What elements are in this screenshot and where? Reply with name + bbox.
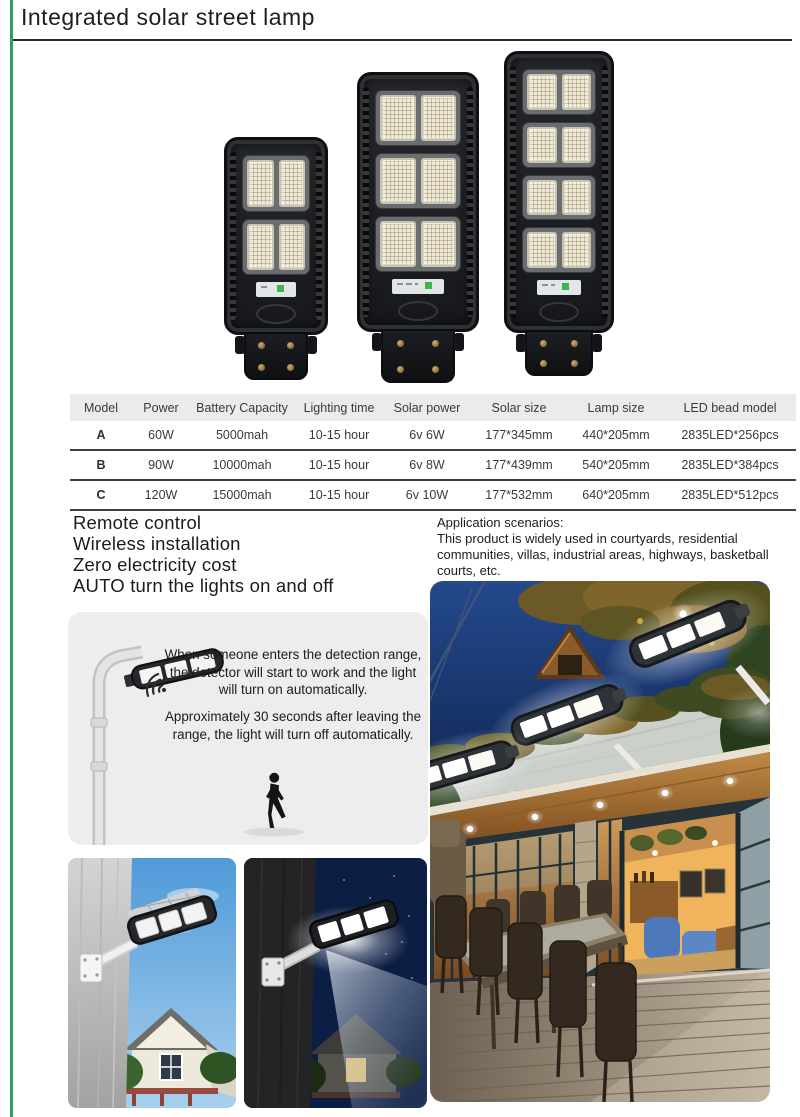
- spec-table-head-row: [70, 394, 796, 421]
- led-panel: [279, 160, 306, 207]
- page-title: Integrated solar street lamp: [21, 4, 315, 30]
- feature-line: AUTO turn the lights on and off: [73, 575, 334, 597]
- day-install-scene: [68, 858, 236, 1108]
- lamp-body: [357, 72, 479, 332]
- led-panel: [421, 221, 457, 267]
- led-panel: [380, 158, 416, 204]
- table-cell: 90W: [132, 450, 190, 480]
- table-cell: 6v 8W: [384, 450, 470, 480]
- product-photo-day: [68, 858, 236, 1108]
- application-photo-restaurant: [430, 581, 770, 1102]
- lamp-body: [224, 137, 328, 335]
- spec-table-body: [70, 421, 796, 510]
- table-cell: 10-15 hour: [294, 450, 384, 480]
- feature-line: Wireless installation: [73, 533, 241, 555]
- bracket-screw: [540, 340, 547, 347]
- spec-column-header: Solar size: [470, 394, 568, 421]
- led-panel: [527, 127, 557, 163]
- spec-column-header: LED bead model: [664, 394, 796, 421]
- application-heading: Application scenarios:: [437, 515, 564, 530]
- led-panel: [527, 180, 557, 216]
- feature-line: Remote control: [73, 512, 202, 533]
- sensor-ring: [539, 302, 579, 322]
- bracket-screw: [287, 342, 294, 349]
- table-cell: 177*345mm: [470, 421, 568, 450]
- bracket-screw: [258, 342, 265, 349]
- spec-column-header: Solar power: [384, 394, 470, 421]
- lamp-label: [392, 279, 444, 294]
- led-panel: [527, 232, 557, 268]
- concrete-wall: [68, 858, 132, 1108]
- table-cell: 5000mah: [190, 421, 294, 450]
- person-shadow: [244, 828, 304, 837]
- table-cell: 10000mah: [190, 450, 294, 480]
- led-panel-section: [522, 69, 596, 115]
- application-body: This product is widely used in courtyards, residential communities, villas, industrial areas, highways, basketball courts, etc.: [437, 530, 769, 578]
- table-cell: 2835LED*384pcs: [664, 450, 796, 480]
- lamp-label: [256, 282, 297, 297]
- sensor-ring: [256, 304, 296, 324]
- led-panel-section: [375, 216, 461, 272]
- table-row: [70, 480, 796, 510]
- product-image-model-c: [504, 51, 614, 376]
- table-row: [70, 450, 796, 480]
- bracket-screw: [432, 340, 439, 347]
- led-panel: [562, 74, 592, 110]
- led-panel: [421, 158, 457, 204]
- spec-column-header: Lighting time: [294, 394, 384, 421]
- night-install-scene: [244, 858, 427, 1108]
- right-window: [738, 797, 770, 969]
- led-panel: [380, 95, 416, 141]
- table-cell: 2835LED*256pcs: [664, 421, 796, 450]
- bracket-screw: [397, 366, 404, 373]
- led-panel: [421, 95, 457, 141]
- spec-column-header: Battery Capacity: [190, 394, 294, 421]
- lamp-mount-bracket: [525, 330, 593, 376]
- table-cell: 6v 6W: [384, 421, 470, 450]
- table-cell: 6v 10W: [384, 480, 470, 510]
- lamp-mount-bracket: [244, 332, 308, 380]
- table-cell: 120W: [132, 480, 190, 510]
- table-cell: 540*205mm: [568, 450, 664, 480]
- led-panel: [562, 180, 592, 216]
- left-accent-line: [10, 0, 13, 1117]
- product-image-model-b: [357, 72, 479, 383]
- table-row: [70, 421, 796, 450]
- restaurant-scene: [430, 581, 770, 1102]
- table-cell: 177*439mm: [470, 450, 568, 480]
- lamp-body: [504, 51, 614, 333]
- table-cell: 440*205mm: [568, 421, 664, 450]
- bracket-screw: [540, 360, 547, 367]
- bracket-screw: [571, 360, 578, 367]
- bracket-screw: [258, 364, 265, 371]
- features-list: [73, 512, 334, 596]
- spec-table: [70, 394, 796, 511]
- detection-illustration-card: [68, 612, 428, 845]
- table-cell: 640*205mm: [568, 480, 664, 510]
- led-panel: [562, 232, 592, 268]
- spec-column-header: Power: [132, 394, 190, 421]
- table-cell: 177*532mm: [470, 480, 568, 510]
- table-cell: 2835LED*512pcs: [664, 480, 796, 510]
- bracket-screw: [287, 364, 294, 371]
- table-cell: 10-15 hour: [294, 421, 384, 450]
- walking-person-icon: [266, 773, 285, 828]
- open-interior: [622, 813, 738, 977]
- led-panel-section: [375, 153, 461, 209]
- feature-line: Zero electricity cost: [73, 554, 237, 576]
- table-cell: B: [70, 450, 132, 480]
- led-panel-section: [375, 90, 461, 146]
- detection-paragraph-2: Approximately 30 seconds after leaving the range, the light will turn off automatically.: [164, 709, 422, 742]
- table-cell: A: [70, 421, 132, 450]
- detection-text: [160, 646, 426, 752]
- indicator-dot: [562, 283, 569, 290]
- led-panel: [279, 224, 306, 271]
- led-panel-section: [242, 155, 310, 212]
- table-cell: C: [70, 480, 132, 510]
- indicator-dot: [425, 282, 432, 289]
- table-cell: 15000mah: [190, 480, 294, 510]
- spec-column-header: Lamp size: [568, 394, 664, 421]
- bracket-screw: [432, 366, 439, 373]
- lamp-mount-bracket: [381, 329, 456, 383]
- led-panel: [247, 160, 274, 207]
- indicator-dot: [277, 285, 284, 292]
- led-panel-section: [522, 175, 596, 221]
- product-image-model-a: [224, 137, 328, 380]
- led-panel-section: [242, 219, 310, 276]
- led-panel: [527, 74, 557, 110]
- sensor-ring: [398, 301, 438, 321]
- led-panel: [380, 221, 416, 267]
- led-panel: [247, 224, 274, 271]
- led-panel: [562, 127, 592, 163]
- led-panel-section: [522, 227, 596, 273]
- detection-paragraph-1: When someone enters the detection range, the detector will start to work and the light will turn on automatically.: [164, 647, 422, 698]
- product-photo-night: [244, 858, 427, 1108]
- table-cell: 60W: [132, 421, 190, 450]
- table-cell: 10-15 hour: [294, 480, 384, 510]
- lamp-label: [537, 280, 581, 295]
- title-underline: [13, 39, 792, 41]
- application-scenarios: [437, 515, 795, 578]
- spec-column-header: Model: [70, 394, 132, 421]
- bracket-screw: [571, 340, 578, 347]
- led-panel-section: [522, 122, 596, 168]
- bracket-screw: [397, 340, 404, 347]
